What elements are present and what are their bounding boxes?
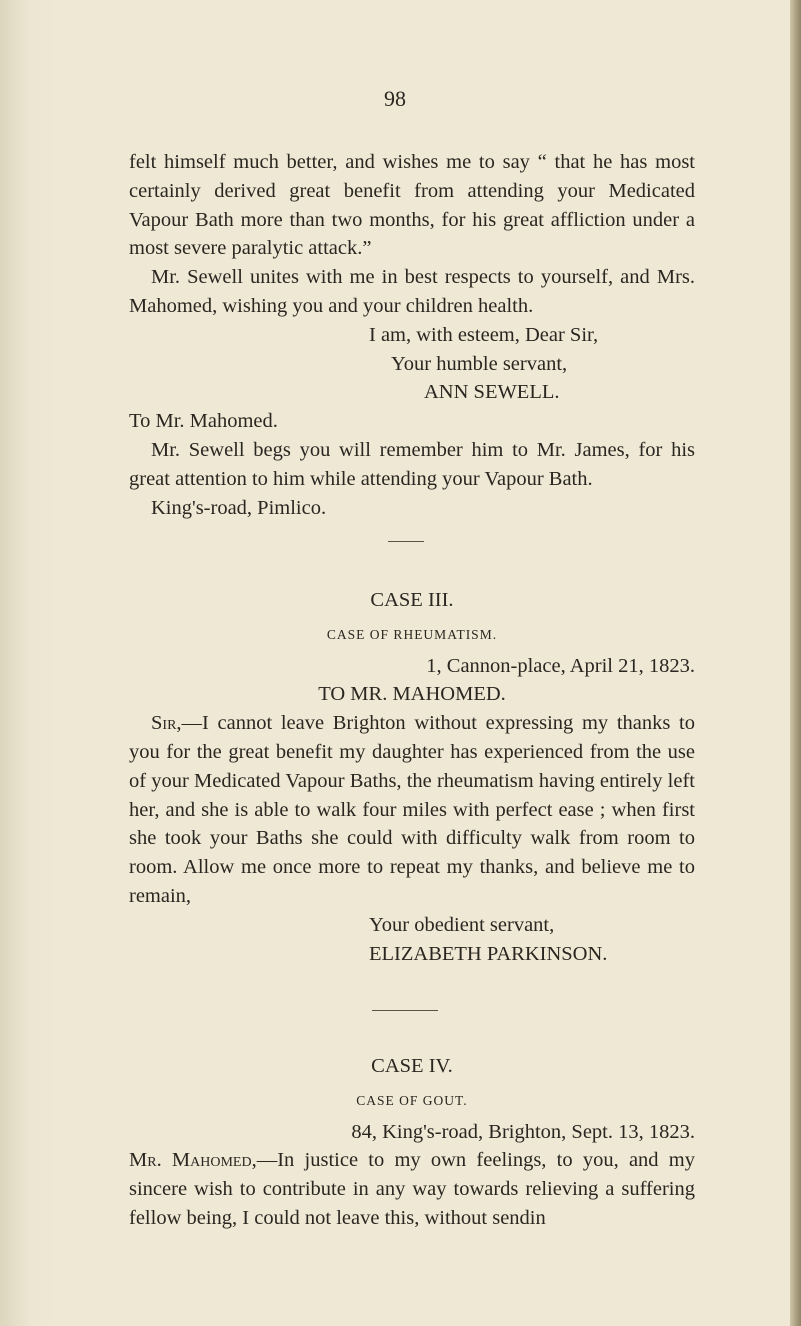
page-number: 98 <box>384 86 406 111</box>
letter-closing: Your obedient servant, <box>369 913 555 936</box>
letter-address: 84, King's-road, Brighton, Sept. 13, 1823. <box>351 1120 695 1143</box>
section-divider <box>372 1010 438 1011</box>
letter-ann-sewell <box>129 148 695 522</box>
case-subheading: CASE OF RHEUMATISM. <box>326 626 498 642</box>
letter-signature: ANN SEWELL. <box>424 381 560 404</box>
letter-body <box>129 709 695 911</box>
letter-closing: Your humble servant, <box>391 352 568 375</box>
letter-place: King's-road, Pimlico. <box>151 496 327 519</box>
case-four <box>129 1052 695 1233</box>
letter-body <box>129 1146 695 1232</box>
case-subheading: CASE OF GOUT. <box>356 1092 468 1108</box>
case-heading: CASE IV. <box>371 1055 453 1077</box>
letter-postscript: Mr. Sewell begs you will remember him to Mr. James, for his great attention to him while attending your Vapour Bath. <box>129 438 695 490</box>
case-three <box>129 586 695 968</box>
letter-paragraph: Mr. Sewell unites with me in best respects to yourself, and Mrs. Mahomed, wishing you and your children health. <box>129 266 695 317</box>
letter-signature: ELIZABETH PARKINSON. <box>369 942 608 965</box>
section-divider <box>388 541 424 542</box>
case-heading: CASE III. <box>370 589 454 611</box>
letter-recipient: TO MR. MAHOMED. <box>318 683 506 706</box>
letter-text: —I cannot leave Brighton without expressing my thanks to you for the great benefit my daughter has experienced from the use of your Medicated Vapour Baths, the rheumatism having entirely left her, and she is able to walk four miles with perfect ease ; when first she took your Baths she could with difficulty walk from room to room. Allow me once more to repeat my thanks, and believe me to remain, <box>129 712 695 907</box>
letter-text: —In justice to my own feelings, to you, and my sincere wish to contribute in any way towards relieving a suffering fellow being, I could not leave this, without sendin <box>129 1149 695 1229</box>
letter-body: felt himself much better, and wishes me to say “ that he has most certainly derived great benefit from attending your Medicated Vapour Bath more than two months, for his great affliction under a most severe paralytic attack.” <box>129 151 695 260</box>
letter-addressee: To Mr. Mahomed. <box>129 410 278 433</box>
letter-closing: I am, with esteem, Dear Sir, <box>369 323 599 346</box>
letter-address: 1, Cannon-place, April 21, 1823. <box>426 654 695 677</box>
letter-salutation: Mr. Mahomed, <box>129 1149 257 1172</box>
page-edge <box>790 0 801 1326</box>
letter-salutation: Sir, <box>151 712 182 735</box>
